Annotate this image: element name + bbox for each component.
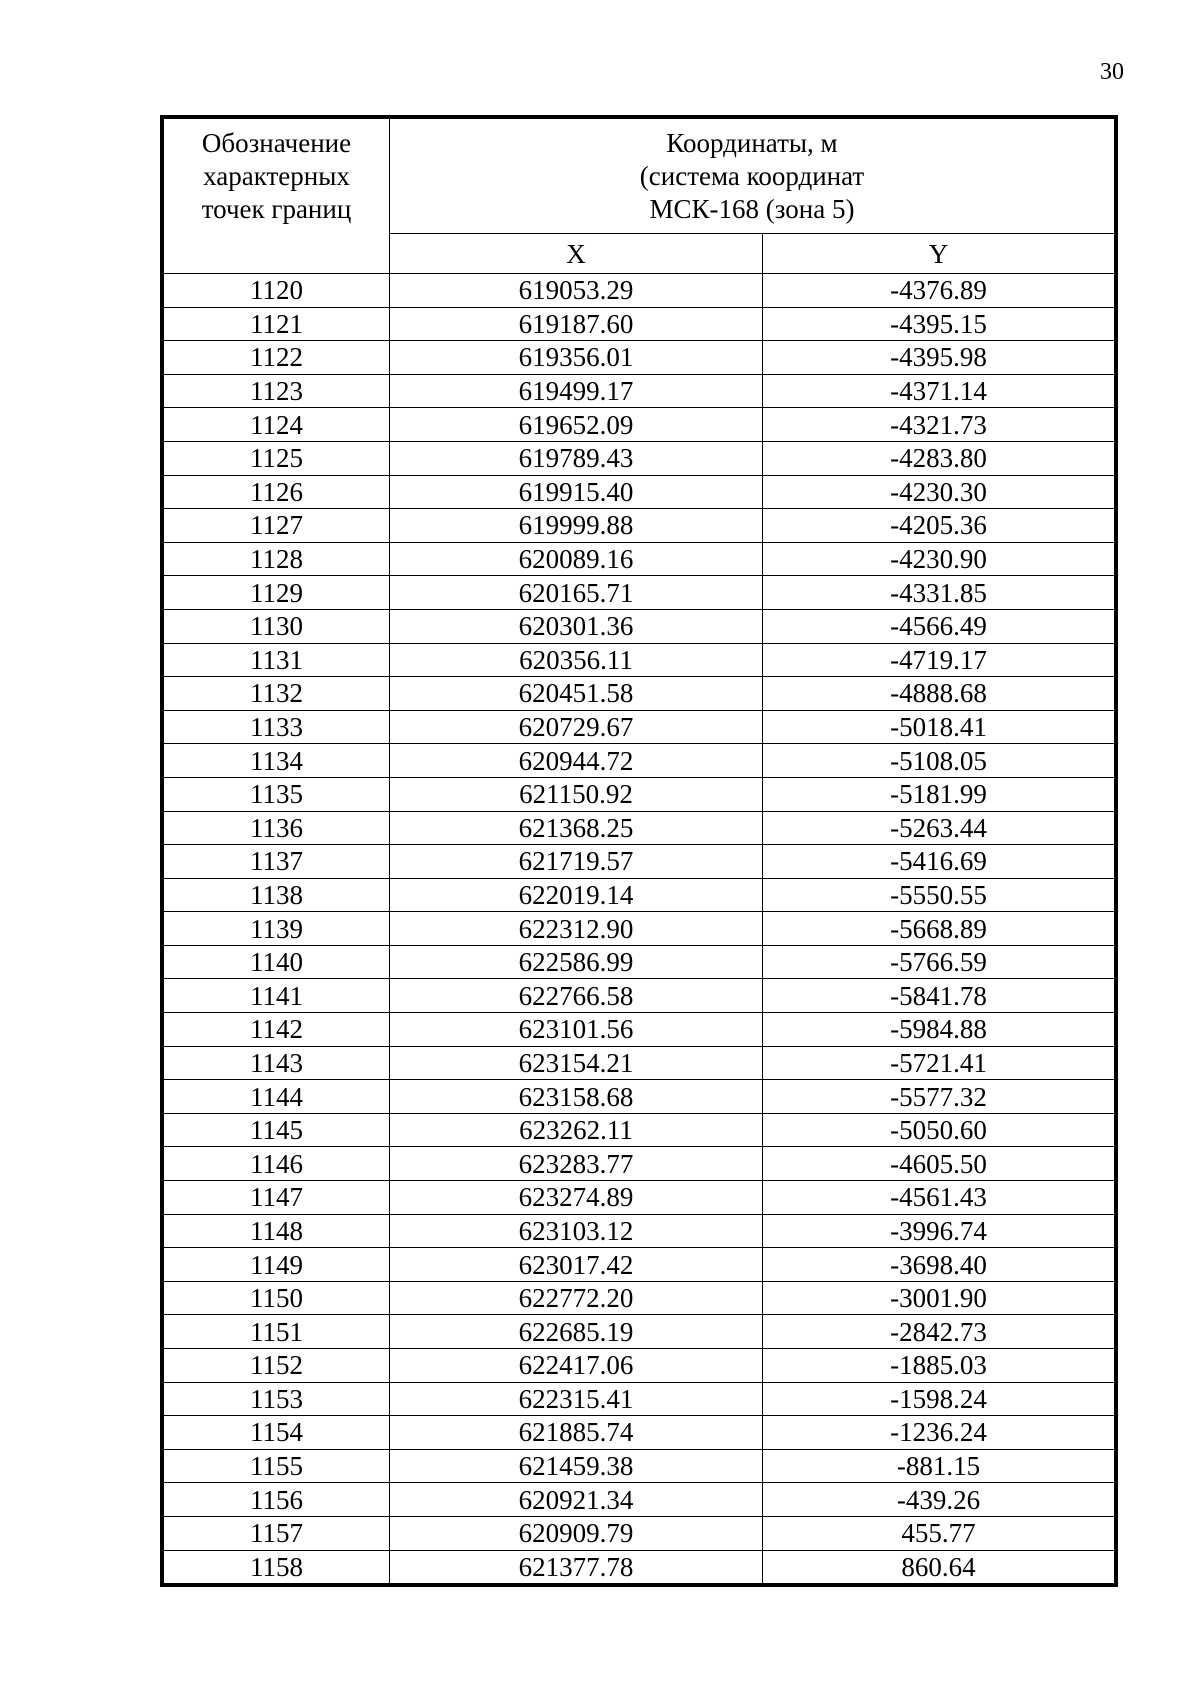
cell-point: 1152 xyxy=(164,1349,390,1383)
cell-x: 621368.25 xyxy=(390,811,763,845)
table-row xyxy=(164,1449,1115,1483)
cell-y: -2842.73 xyxy=(763,1315,1115,1349)
table-row xyxy=(164,1349,1115,1383)
cell-x: 622417.06 xyxy=(390,1349,763,1383)
cell-point: 1131 xyxy=(164,643,390,677)
cell-x: 619187.60 xyxy=(390,307,763,341)
cell-y: -3698.40 xyxy=(763,1248,1115,1282)
header-point-line-2: характерных xyxy=(203,161,350,191)
table-row xyxy=(164,441,1115,475)
coordinates-table-frame xyxy=(160,115,1118,1587)
cell-y: -1236.24 xyxy=(763,1416,1115,1450)
cell-x: 619789.43 xyxy=(390,441,763,475)
table-row xyxy=(164,341,1115,375)
table-row xyxy=(164,1281,1115,1315)
cell-x: 620165.71 xyxy=(390,576,763,610)
cell-x: 622586.99 xyxy=(390,945,763,979)
cell-y: -5181.99 xyxy=(763,777,1115,811)
cell-y: -4205.36 xyxy=(763,509,1115,543)
cell-x: 619053.29 xyxy=(390,274,763,308)
table-row xyxy=(164,1516,1115,1550)
table-row xyxy=(164,408,1115,442)
cell-point: 1123 xyxy=(164,374,390,408)
cell-x: 623103.12 xyxy=(390,1214,763,1248)
cell-x: 620089.16 xyxy=(390,542,763,576)
cell-point: 1151 xyxy=(164,1315,390,1349)
cell-point: 1136 xyxy=(164,811,390,845)
cell-point: 1122 xyxy=(164,341,390,375)
cell-x: 620301.36 xyxy=(390,609,763,643)
table-row xyxy=(164,609,1115,643)
cell-y: -5668.89 xyxy=(763,912,1115,946)
table-row xyxy=(164,1214,1115,1248)
cell-y: -4566.49 xyxy=(763,609,1115,643)
cell-point: 1134 xyxy=(164,744,390,778)
header-point-line-1: Обозначение xyxy=(201,128,352,158)
header-row-top xyxy=(164,119,1115,234)
cell-y: -5416.69 xyxy=(763,845,1115,879)
cell-y: -5841.78 xyxy=(763,979,1115,1013)
cell-point: 1127 xyxy=(164,509,390,543)
table-row xyxy=(164,945,1115,979)
table-row xyxy=(164,643,1115,677)
header-coordinates xyxy=(390,119,1115,234)
cell-point: 1137 xyxy=(164,845,390,879)
cell-point: 1129 xyxy=(164,576,390,610)
table-row xyxy=(164,1248,1115,1282)
cell-y: -5766.59 xyxy=(763,945,1115,979)
cell-x: 622685.19 xyxy=(390,1315,763,1349)
table-row xyxy=(164,542,1115,576)
table-row xyxy=(164,777,1115,811)
table-row xyxy=(164,1147,1115,1181)
cell-point: 1144 xyxy=(164,1080,390,1114)
cell-x: 623283.77 xyxy=(390,1147,763,1181)
table-row xyxy=(164,307,1115,341)
cell-point: 1120 xyxy=(164,274,390,308)
table-row xyxy=(164,912,1115,946)
cell-y: -881.15 xyxy=(763,1449,1115,1483)
cell-y: -4888.68 xyxy=(763,677,1115,711)
header-point-line-3: точек границ xyxy=(201,194,352,224)
header-x: X xyxy=(390,234,763,274)
cell-y: -3996.74 xyxy=(763,1214,1115,1248)
cell-point: 1154 xyxy=(164,1416,390,1450)
cell-x: 621459.38 xyxy=(390,1449,763,1483)
cell-x: 620921.34 xyxy=(390,1483,763,1517)
cell-x: 620944.72 xyxy=(390,744,763,778)
cell-x: 619356.01 xyxy=(390,341,763,375)
cell-x: 621885.74 xyxy=(390,1416,763,1450)
header-coords-line-3: МСК-168 (зона 5) xyxy=(649,194,855,224)
cell-x: 619499.17 xyxy=(390,374,763,408)
cell-y: -5108.05 xyxy=(763,744,1115,778)
table-row xyxy=(164,710,1115,744)
cell-point: 1155 xyxy=(164,1449,390,1483)
cell-point: 1158 xyxy=(164,1550,390,1584)
cell-x: 620356.11 xyxy=(390,643,763,677)
cell-point: 1147 xyxy=(164,1181,390,1215)
cell-x: 619652.09 xyxy=(390,408,763,442)
cell-y: -4605.50 xyxy=(763,1147,1115,1181)
cell-point: 1125 xyxy=(164,441,390,475)
cell-point: 1150 xyxy=(164,1281,390,1315)
cell-point: 1143 xyxy=(164,1046,390,1080)
table-row xyxy=(164,811,1115,845)
table-body xyxy=(164,274,1115,1584)
cell-y: -1885.03 xyxy=(763,1349,1115,1383)
cell-y: -5018.41 xyxy=(763,710,1115,744)
cell-x: 622019.14 xyxy=(390,878,763,912)
table-header xyxy=(164,119,1115,274)
table-row xyxy=(164,1113,1115,1147)
cell-point: 1142 xyxy=(164,1013,390,1047)
cell-x: 620451.58 xyxy=(390,677,763,711)
cell-point: 1126 xyxy=(164,475,390,509)
cell-x: 622766.58 xyxy=(390,979,763,1013)
cell-x: 619999.88 xyxy=(390,509,763,543)
table-row xyxy=(164,1046,1115,1080)
cell-y: -4719.17 xyxy=(763,643,1115,677)
cell-y: -4395.15 xyxy=(763,307,1115,341)
cell-x: 623262.11 xyxy=(390,1113,763,1147)
header-y: Y xyxy=(763,234,1115,274)
table-row xyxy=(164,576,1115,610)
cell-y: -4331.85 xyxy=(763,576,1115,610)
cell-x: 623274.89 xyxy=(390,1181,763,1215)
cell-y: -4321.73 xyxy=(763,408,1115,442)
table-row xyxy=(164,1416,1115,1450)
cell-y: -4371.14 xyxy=(763,374,1115,408)
cell-point: 1157 xyxy=(164,1516,390,1550)
cell-x: 620909.79 xyxy=(390,1516,763,1550)
cell-y: 455.77 xyxy=(763,1516,1115,1550)
header-point-designation xyxy=(164,119,390,274)
cell-x: 622315.41 xyxy=(390,1382,763,1416)
cell-x: 621150.92 xyxy=(390,777,763,811)
table-row xyxy=(164,1181,1115,1215)
table-row xyxy=(164,979,1115,1013)
cell-point: 1138 xyxy=(164,878,390,912)
cell-y: -5050.60 xyxy=(763,1113,1115,1147)
table-row xyxy=(164,1013,1115,1047)
cell-point: 1128 xyxy=(164,542,390,576)
cell-point: 1124 xyxy=(164,408,390,442)
cell-y: -5984.88 xyxy=(763,1013,1115,1047)
cell-y: -5263.44 xyxy=(763,811,1115,845)
cell-point: 1156 xyxy=(164,1483,390,1517)
cell-y: -4230.30 xyxy=(763,475,1115,509)
cell-point: 1135 xyxy=(164,777,390,811)
cell-point: 1149 xyxy=(164,1248,390,1282)
cell-point: 1133 xyxy=(164,710,390,744)
cell-y: -5577.32 xyxy=(763,1080,1115,1114)
cell-point: 1145 xyxy=(164,1113,390,1147)
cell-y: -4561.43 xyxy=(763,1181,1115,1215)
table-row xyxy=(164,878,1115,912)
cell-y: -4395.98 xyxy=(763,341,1115,375)
cell-y: -3001.90 xyxy=(763,1281,1115,1315)
coordinates-table xyxy=(163,118,1115,1584)
table-row xyxy=(164,1483,1115,1517)
cell-point: 1140 xyxy=(164,945,390,979)
table-row xyxy=(164,1550,1115,1584)
cell-y: -5721.41 xyxy=(763,1046,1115,1080)
cell-point: 1141 xyxy=(164,979,390,1013)
table-row xyxy=(164,374,1115,408)
cell-point: 1146 xyxy=(164,1147,390,1181)
cell-x: 620729.67 xyxy=(390,710,763,744)
cell-x: 621377.78 xyxy=(390,1550,763,1584)
cell-point: 1139 xyxy=(164,912,390,946)
cell-y: 860.64 xyxy=(763,1550,1115,1584)
cell-y: -4283.80 xyxy=(763,441,1115,475)
table-row xyxy=(164,475,1115,509)
cell-y: -4376.89 xyxy=(763,274,1115,308)
table-row xyxy=(164,1315,1115,1349)
table-row xyxy=(164,509,1115,543)
table-row xyxy=(164,274,1115,308)
cell-x: 623158.68 xyxy=(390,1080,763,1114)
table-row xyxy=(164,1382,1115,1416)
cell-x: 623154.21 xyxy=(390,1046,763,1080)
cell-point: 1130 xyxy=(164,609,390,643)
cell-x: 622312.90 xyxy=(390,912,763,946)
table-row xyxy=(164,744,1115,778)
cell-x: 623101.56 xyxy=(390,1013,763,1047)
cell-x: 623017.42 xyxy=(390,1248,763,1282)
page-number: 30 xyxy=(1100,59,1124,85)
cell-x: 621719.57 xyxy=(390,845,763,879)
table-row xyxy=(164,845,1115,879)
header-coords-line-2: (система координат xyxy=(639,161,865,191)
table-row xyxy=(164,1080,1115,1114)
cell-y: -1598.24 xyxy=(763,1382,1115,1416)
cell-point: 1132 xyxy=(164,677,390,711)
table-row xyxy=(164,677,1115,711)
header-coords-line-1: Координаты, м xyxy=(666,128,838,158)
cell-point: 1153 xyxy=(164,1382,390,1416)
cell-y: -439.26 xyxy=(763,1483,1115,1517)
cell-point: 1148 xyxy=(164,1214,390,1248)
cell-point: 1121 xyxy=(164,307,390,341)
cell-x: 622772.20 xyxy=(390,1281,763,1315)
cell-y: -5550.55 xyxy=(763,878,1115,912)
cell-y: -4230.90 xyxy=(763,542,1115,576)
cell-x: 619915.40 xyxy=(390,475,763,509)
